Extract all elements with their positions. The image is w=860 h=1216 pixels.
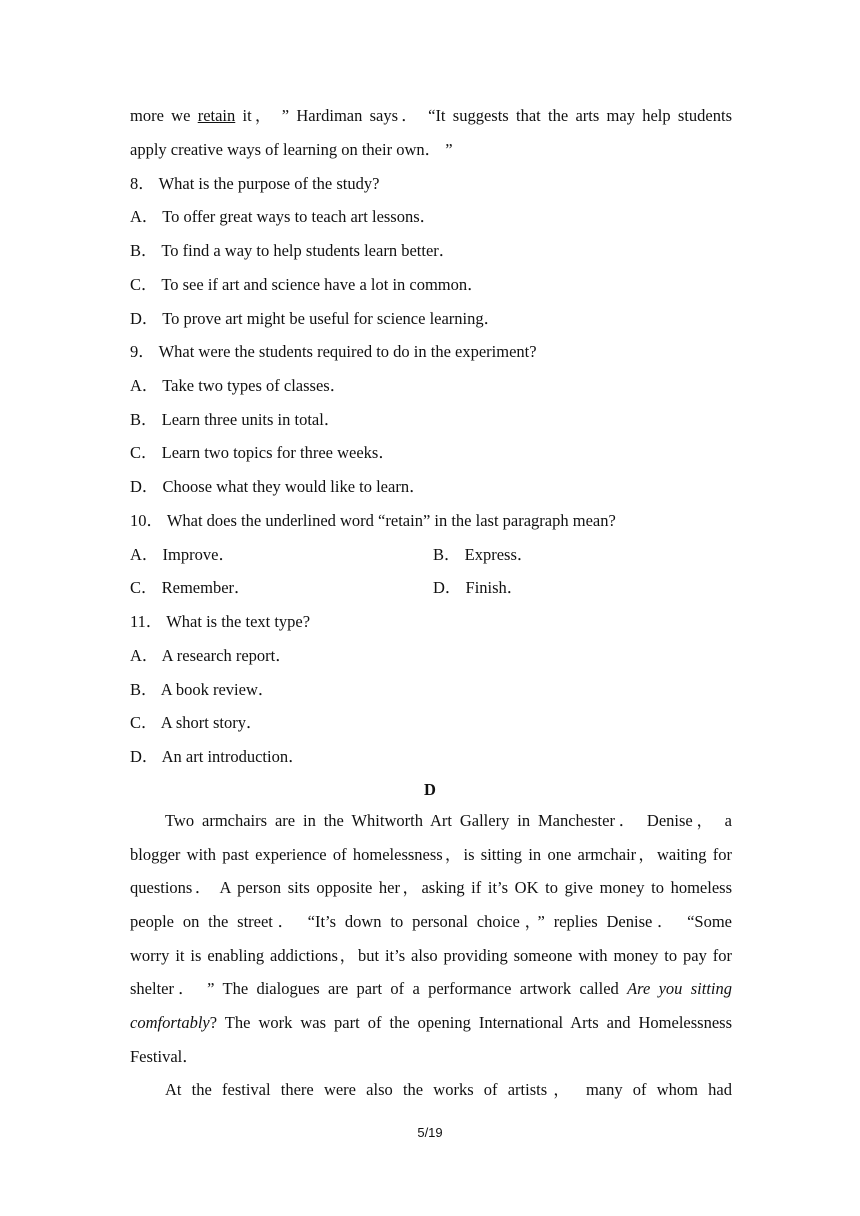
- question-10-option-b: B． Express．: [433, 545, 534, 564]
- question-8-stem: 8． What is the purpose of the study?: [130, 174, 380, 193]
- passage-text: shelter． ” The dialogues are part of a performance artwork called: [130, 979, 628, 998]
- carryover-line-2: apply creative ways of learning on their own． ”: [130, 140, 453, 159]
- artwork-title: comfortably: [130, 1013, 210, 1032]
- question-8-option-b: B． To find a way to help students learn better．: [130, 241, 456, 260]
- question-9-option-c: C． Learn two topics for three weeks．: [130, 443, 395, 462]
- passage-text: ? The work was part of the opening International Arts and Homelessness: [209, 1013, 732, 1032]
- passage-line: people on the street． “It’s down to personal choice，” replies Denise． “Some: [130, 912, 732, 931]
- section-heading: D: [424, 780, 436, 799]
- question-11-option-c: C． A short story．: [130, 713, 263, 732]
- passage-line: Two armchairs are in the Whitworth Art Gallery in Manchester． Denise， a: [165, 811, 732, 830]
- question-11-option-a: A． A research report．: [130, 646, 292, 665]
- passage-line: Festival．: [130, 1047, 199, 1066]
- passage-line: blogger with past experience of homelessness，is sitting in one armchair，waiting for: [130, 845, 732, 864]
- question-9-option-a: A． Take two types of classes．: [130, 376, 347, 395]
- question-8-option-a: A． To offer great ways to teach art lessons．: [130, 207, 437, 226]
- passage-line: [130, 1013, 732, 1033]
- passage-line: worry it is enabling addictions，but it’s also providing someone with money to pay for: [130, 946, 732, 965]
- question-11-stem: 11． What is the text type?: [130, 612, 311, 631]
- question-10-option-a: A． Improve．: [130, 545, 235, 564]
- question-10-stem: 10． What does the underlined word “retain” in the last paragraph mean?: [130, 511, 616, 530]
- question-10-option-c: C． Remember．: [130, 578, 251, 597]
- underlined-word-retain: retain: [197, 106, 236, 125]
- question-9-stem: 9． What were the students required to do in the experiment?: [130, 342, 537, 361]
- question-9-option-b: B． Learn three units in total．: [130, 410, 341, 429]
- question-11-option-d: D． An art introduction．: [130, 747, 305, 766]
- passage-line: [130, 979, 732, 999]
- question-11-option-b: B． A book review．: [130, 680, 275, 699]
- question-9-option-d: D． Choose what they would like to learn．: [130, 477, 426, 496]
- artwork-title: Are you sitting: [627, 979, 733, 998]
- question-8-option-d: D． To prove art might be useful for science learning．: [130, 309, 501, 328]
- passage-line: questions． A person sits opposite her，asking if it’s OK to give money to homeless: [130, 878, 732, 897]
- carryover-text: it， ” Hardiman says． “It suggests that the arts may help students: [235, 106, 732, 125]
- carryover-text: more we: [130, 106, 198, 125]
- page-number: 5/19: [417, 1125, 443, 1140]
- passage-line: At the festival there were also the works of artists， many of whom had: [165, 1080, 732, 1099]
- question-10-option-d: D． Finish．: [433, 578, 524, 597]
- carryover-line-1: [130, 106, 732, 126]
- question-8-option-c: C． To see if art and science have a lot in common．: [130, 275, 484, 294]
